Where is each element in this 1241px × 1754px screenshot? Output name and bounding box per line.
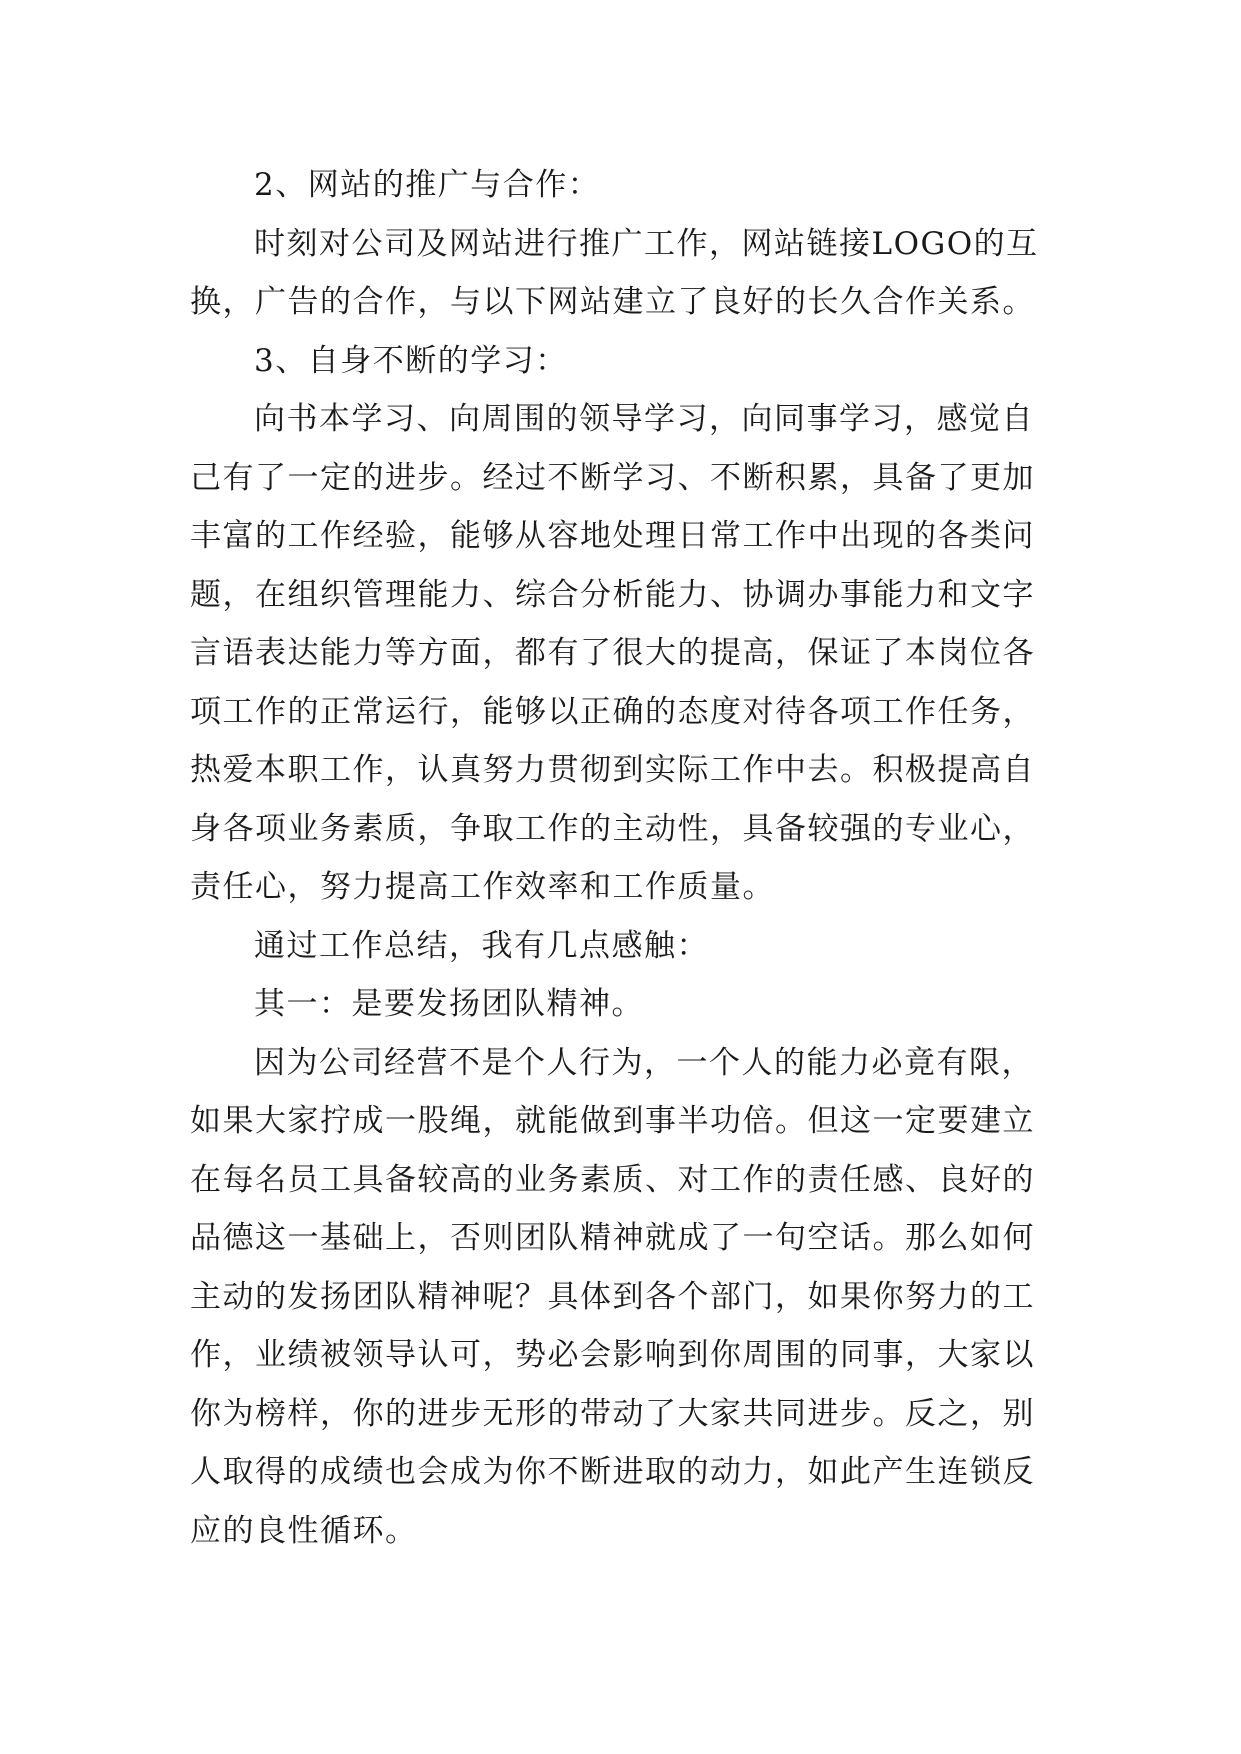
paragraph-line: 向书本学习、向周围的领导学习，向同事学习，感觉自 bbox=[254, 401, 1034, 437]
section-heading: 其一：是要发扬团队精神。 bbox=[254, 986, 644, 1022]
paragraph-line: 你为榜样，你的进步无形的带动了大家共同进步。反之，别 bbox=[190, 1395, 1035, 1432]
paragraph-line: 己有了一定的进步。经过不断学习、不断积累，具备了更加 bbox=[190, 459, 1035, 496]
paragraph-line: 因为公司经营不是个人行为，一个人的能力必竟有限， bbox=[254, 1044, 1034, 1081]
paragraph-line: 通过工作总结，我有几点感触： bbox=[254, 927, 709, 964]
paragraph-line: 主动的发扬团队精神呢？具体到各个部门，如果你努力的工 bbox=[190, 1278, 1035, 1315]
paragraph-line: 时刻对公司及网站进行推广工作，网站链接LOGO的互 bbox=[254, 225, 1039, 262]
paragraph-line: 项工作的正常运行，能够以正确的态度对待各项工作任务， bbox=[190, 693, 1035, 730]
paragraph-line: 热爱本职工作，认真努力贯彻到实际工作中去。积极提高自 bbox=[190, 752, 1035, 788]
paragraph-line: 如果大家拧成一股绳，就能做到事半功倍。但这一定要建立 bbox=[190, 1103, 1035, 1139]
section-heading: 2、网站的推广与合作： bbox=[254, 167, 601, 203]
paragraph-line: 题，在组织管理能力、综合分析能力、协调办事能力和文字 bbox=[190, 576, 1035, 613]
document-body bbox=[190, 156, 1060, 1560]
paragraph-line: 责任心，努力提高工作效率和工作质量。 bbox=[190, 869, 775, 905]
paragraph-line: 作，业绩被领导认可，势必会影响到你周围的同事，大家以 bbox=[190, 1337, 1035, 1373]
paragraph-line: 言语表达能力等方面，都有了很大的提高，保证了本岗位各 bbox=[190, 635, 1035, 671]
section-heading: 3、自身不断的学习： bbox=[254, 342, 568, 379]
paragraph-line: 应的良性循环。 bbox=[190, 1512, 418, 1549]
paragraph-line: 换，广告的合作，与以下网站建立了良好的长久合作关系。 bbox=[190, 284, 1035, 320]
paragraph-line: 丰富的工作经验，能够从容地处理日常工作中出现的各类问 bbox=[190, 518, 1035, 554]
paragraph-line: 人取得的成绩也会成为你不断进取的动力，如此产生连锁反 bbox=[190, 1454, 1035, 1490]
paragraph-line: 在每名员工具备较高的业务素质、对工作的责任感、良好的 bbox=[190, 1161, 1035, 1198]
paragraph-line: 品德这一基础上，否则团队精神就成了一句空话。那么如何 bbox=[190, 1220, 1035, 1256]
paragraph-line: 身各项业务素质，争取工作的主动性，具备较强的专业心， bbox=[190, 810, 1035, 847]
